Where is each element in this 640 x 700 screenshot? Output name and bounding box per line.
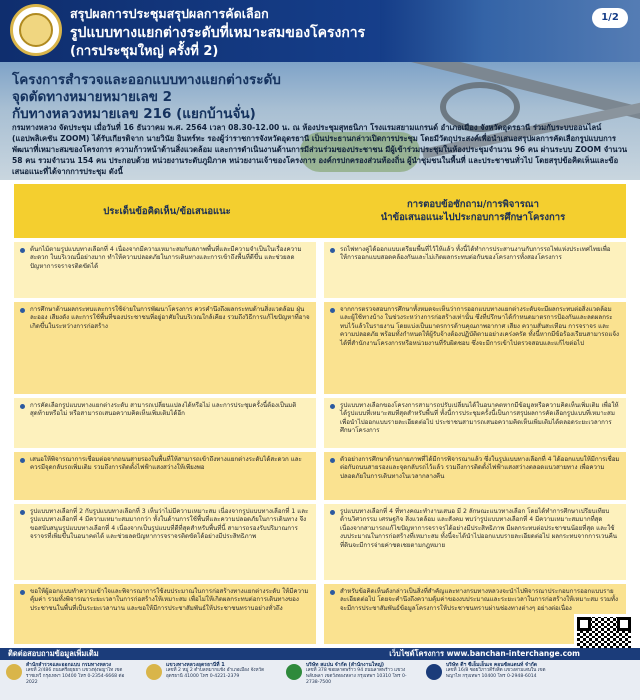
table-row: [14, 302, 626, 394]
comment-cell: [14, 504, 316, 580]
page-number-badge: 1/2: [592, 8, 628, 28]
span-logo-icon: [286, 664, 302, 680]
header-title-line1: สรุปผลการประชุมสรุปผลการคัดเลือก: [70, 6, 269, 21]
department-logo: [10, 4, 62, 56]
doh-logo-icon: [6, 664, 22, 680]
response-text: รูปแบบทางเลือกของโครงการสามารถปรับเปลี่ยนได้ในอนาคตหากมีข้อมูลหรือความคิดเห็นเพิ่มเติม เพื่อให้ได้รูปแบบที่เหมาะสมที่สุดสำหรับพื้นที่ ทั้งนี้การประชุมครั้งนี้เป็นการสรุปผลการคัดเลือกรูปแบบที่เหมาะสมเพื่อนำไปออกแบบรายละเอียดต่อไป ประชาชนสามารถเสนอความคิดเห็นเพิ่มเติมได้ตลอดระยะเวลาการศึกษาโครงการ: [340, 402, 619, 435]
contact-consultant: [426, 662, 556, 698]
bullet-icon: [330, 458, 335, 463]
bullet-icon: [330, 590, 335, 595]
project-website-link[interactable]: เว็บไซต์โครงการ www.banchan-interchange.com: [389, 649, 580, 658]
bullet-icon: [330, 404, 335, 409]
comment-cell: [14, 584, 316, 644]
comments-table: [14, 184, 626, 644]
qr-corner-icon: [577, 617, 591, 631]
table-row: [14, 504, 626, 580]
bullet-icon: [20, 510, 25, 515]
response-text: รถไฟทางคู่ได้ออกแบบเตรียมพื้นที่ไว้ให้แล้ว ทั้งนี้ได้ทำการประสานงานกับการรถไฟแห่งประเทศไทยเพื่อให้การออกแบบสอดคล้องกันและไม่เกิดผลกระทบต่อกันของโครงการทั้งสองโครงการ: [340, 246, 611, 262]
contact-info: เลขที่ 378 ซอยลาดพร้าว 94 ถนนลาดพร้าว แขวงพลับพลา เขตวังทองหลาง กรุงเทพฯ 10310 โทร 0-2738-7500: [306, 668, 407, 685]
consultant-logo-icon: [426, 664, 442, 680]
response-text: สำหรับข้อคิดเห็นดังกล่าวเป็นสิ่งที่สำคัญและทางกรมทางหลวงจะนำไปพิจารณาประกอบการออกแบบรายละเอียดต่อไป โดยจะคำนึงถึงความคุ้มค่าของงบประมาณและระยะเวลาในการก่อสร้างให้เหมาะสม รวมทั้งจะมีการประชาสัมพันธ์ข้อมูลโครงการให้ประชาชนทราบผ่านช่องทางต่างๆ อย่างต่อเนื่อง: [340, 588, 619, 612]
response-cell: [324, 302, 626, 394]
contact-info: เลขที่ 2/486 ถนนศรีอยุธยา แขวงทุ่งพญาไท เขตราชเทวี กรุงเทพฯ 10400 โทร 0-2354-6668 ต่อ 2022: [26, 668, 125, 685]
table-row: [14, 398, 626, 448]
contact-district: [146, 662, 276, 698]
intro-paragraph: กรมทางหลวง จัดประชุม เมื่อวันที่ 16 ธันวาคม พ.ศ. 2564 เวลา 08.30-12.00 น. ณ ห้องประชุมสุทธนิภา โรงแรมสยามแกรนด์ อำเภอเมือง จังหวัดอุดรธานี ร่วมกับระบบออนไลน์ (แอปพลิเคชัน ZOOM) ได้รับเกียรติจาก นายวินัย อินทร์ทะ รองผู้ว่าราชการจังหวัดอุดรธานี เป็นประธานกล่าวเปิดการประชุม โดยมีวัตถุประสงค์เพื่อนำเสนอสรุปผลการคัดเลือกรูปแบบการพัฒนาที่เหมาะสมของโครงการ ความก้าวหน้าด้านสิ่งแวดล้อม และการดำเนินงานด้านการมีส่วนร่วมของประชาชน มีผู้เข้าร่วมประชุมในห้องประชุมจำนวน 96 คน ผ่านระบบ ZOOM จำนวน 58 คน รวมจำนวน 154 คน ประกอบด้วย หน่วยงานระดับภูมิภาค หน่วยงานเจ้าของโครงการ องค์กรปกครองส่วนท้องถิ่น ผู้นำชุมชนในพื้นที่ และประชาชนทั่วไป โดยสรุปข้อคิดเห็นและข้อเสนอแนะที่ได้จากการประชุม ดังนี้: [12, 123, 628, 176]
contact-name: สำนักสำรวจและออกแบบ กรมทางหลวง: [26, 662, 112, 668]
response-text: จากการตรวจสอบการศึกษาทั้งหมดจะเห็นว่าการออกแบบทางแยกต่างระดับจะมีผลกระทบต่อสิ่งแวดล้อมและผู้ใช้ทางบ้าง ในช่วงระหว่างการก่อสร้างเท่านั้น ซึ่งที่ปรึกษาได้กำหนดมาตรการป้องกันและลดผลกระทบไว้แล้วในรายงาน โดยแบ่งเป็นมาตรการด้านคุณภาพอากาศ เสียง ความสั่นสะเทือน การจราจร และความปลอดภัย พร้อมทั้งกำหนดให้ผู้รับจ้างต้องปฏิบัติตามอย่างเคร่งครัด ทั้งนี้หากมีข้อร้องเรียนสามารถแจ้งได้ที่สำนักงานโครงการหรือหน่วยงานที่รับผิดชอบ ซึ่งจะมีการเข้าไปตรวจสอบและแก้ไขต่อไป: [340, 306, 619, 347]
footer-contacts: [0, 660, 640, 700]
qr-corner-icon: [617, 617, 631, 631]
contact-span: [286, 662, 416, 698]
bullet-icon: [20, 590, 25, 595]
comment-text: การศึกษาด้านผลกระทบและการใช้จ่ายในการพัฒนาโครงการ ควรคำนึงถึงผลกระทบด้านสิ่งแวดล้อม ฝุ่นละออง เสียงดัง และการใช้พื้นที่ของประชาชนที่อยู่อาศัยในบริเวณใกล้เคียง รวมถึงวิธีการแก้ไขปัญหาที่อาจเกิดขึ้นในระหว่างการก่อสร้าง: [30, 306, 310, 330]
table-header-responses-line2: นำข้อเสนอแนะไปประกอบการศึกษาโครงการ: [380, 212, 566, 223]
comment-cell: [14, 452, 316, 500]
response-cell: [324, 242, 626, 298]
response-cell: [324, 398, 626, 448]
response-text: รูปแบบทางเลือกที่ 4 ที่ทางคณะทำงานเสนอ มี 2 ลักษณะแนวทางเลือก โดยได้ทำการศึกษาเปรียบเทียบด้านวิศวกรรม เศรษฐกิจ สิ่งแวดล้อม และสังคม พบว่ารูปแบบทางเลือกที่ 4 มีความเหมาะสมมากที่สุด เนื่องจากสามารถแก้ไขปัญหาการจราจรได้อย่างมีประสิทธิภาพ มีผลกระทบต่อประชาชนน้อยที่สุด และใช้งบประมาณในการก่อสร้างที่เหมาะสม ทั้งนี้จะได้นำไปออกแบบรายละเอียดต่อไป ผลกระทบจากการเวนคืนที่ดินจะมีการจ่ายค่าชดเชยตามกฎหมาย: [340, 508, 617, 549]
bullet-icon: [20, 404, 25, 409]
project-title-line2: จุดตัดทางหมายหมายเลข 2: [12, 89, 173, 105]
header-banner: [0, 0, 640, 62]
comment-cell: [14, 302, 316, 394]
contact-info: เลขที่ 2 หมู่ 2 ตำบลหมากแข้ง อำเภอเมือง จังหวัดอุดรธานี 41000 โทร 0-4221-2379: [166, 668, 265, 679]
project-title-line1: โครงการสำรวจและออกแบบทางแยกต่างระดับ: [12, 72, 281, 88]
comment-cell: [14, 398, 316, 448]
comment-cell: [14, 242, 316, 298]
bullet-icon: [20, 308, 25, 313]
comment-text: การคัดเลือกรูปแบบทางแยกต่างระดับ สามารถเปลี่ยนแปลงได้หรือไม่ และการประชุมครั้งนี้ต้องเป็นมติสุดท้ายหรือไม่ หรือสามารถเสนอความคิดเห็นเพิ่มเติมได้อีก: [30, 402, 297, 418]
table-row: [14, 584, 626, 644]
contact-info: เลขที่ 16/8 ซอยวิภาวดีรังสิต แขวงสามเสนใน เขตพญาไท กรุงเทพฯ 10400 โทร 0-2948-6014: [446, 668, 546, 679]
bullet-icon: [20, 458, 25, 463]
contact-doh: [6, 662, 136, 698]
comment-text: รูปแบบทางเลือกที่ 2 กับรูปแบบทางเลือกที่ 3 เห็นว่าไม่มีความเหมาะสม เนื่องจากรูปแบบทางเลือกที่ 1 และรูปแบบทางเลือกที่ 4 มีความเหมาะสมมากกว่า ทั้งในด้านการใช้พื้นที่และความปลอดภัยในการเดินทาง จึงขอสนับสนุนรูปแบบทางเลือกที่ 4 เนื่องจากเป็นรูปแบบที่ดีที่สุดสำหรับพื้นที่นี้ สามารถรองรับปริมาณการจราจรที่เพิ่มขึ้นในอนาคตได้ และช่วยลดปัญหาการจราจรติดขัดได้อย่างมีประสิทธิภาพ: [30, 508, 309, 541]
response-cell: [324, 504, 626, 580]
contact-name: บริษัท สแปน จำกัด (สำนักงานใหญ่): [306, 662, 385, 668]
comment-text: ขอให้ผู้ออกแบบทำความเข้าใจและพิจารณาการใช้งบประมาณในการก่อสร้างทางแยกต่างระดับ ให้มีความคุ้มค่า รวมทั้งพิจารณาระยะเวลาในการก่อสร้างให้เหมาะสม เพื่อไม่ให้เกิดผลกระทบต่อการเดินทางของประชาชนในพื้นที่เป็นระยะเวลานาน และขอให้มีการประชาสัมพันธ์ให้ประชาชนทราบอย่างทั่วถึง: [30, 588, 309, 612]
bullet-icon: [20, 248, 25, 253]
table-header-responses-line1: การตอบข้อซักถาม/การพิจารณา: [407, 199, 539, 210]
comment-text: เสนอให้พิจารณาการเชื่อมต่อจากถนนสายรองในพื้นที่ให้สามารถเข้าถึงทางแยกต่างระดับได้สะดวก และควรมีจุดกลับรถเพิ่มเติม รวมถึงการติดตั้งไฟฟ้าแสงสว่างให้เพียงพอ: [30, 456, 302, 472]
header-title-line2: รูปแบบทางแยกต่างระดับที่เหมาะสมของโครงการ: [70, 25, 366, 41]
response-cell: [324, 452, 626, 500]
project-title-line3: กับทางหลวงหมายเลข 216 (แยกบ้านจั่น): [12, 106, 256, 122]
table-row: [14, 452, 626, 500]
bullet-icon: [330, 308, 335, 313]
contact-name: บริษัท ดีฯ ซีเอ็มเอ็นเจ คอนซัลแตนท์ จำกัด: [446, 662, 538, 668]
table-header-comments: ประเด็นข้อคิดเห็น/ข้อเสนอแนะ: [103, 205, 231, 217]
district-logo-icon: [146, 664, 162, 680]
comment-text: ต้นกไม้ตามรูปแบบทางเลือกที่ 4 เนื่องจากมีความเหมาะสมกับสภาพพื้นที่และมีความจำเป็นในเรื่องความสะดวก ในบริเวณนี้อย่างมาก ทำให้ความปลอดภัยในการเดินทางและการเข้าถึงพื้นที่ดีขึ้น และช่วยลดปัญหาการจราจรติดขัดได้: [30, 246, 302, 270]
bullet-icon: [330, 248, 335, 253]
footer-bar: [0, 648, 640, 660]
table-row: [14, 242, 626, 298]
bullet-icon: [330, 510, 335, 515]
table-header: [14, 184, 626, 238]
contact-name: แขวงทางหลวงอุดรธานีที่ 1: [166, 662, 225, 668]
table-header-responses: [320, 184, 626, 238]
response-text: ตัวอย่างการศึกษาด้านกายภาพที่ได้มีการพิจารณาแล้ว ซึ่งในรูปแบบทางเลือกที่ 4 ได้ออกแบบให้มีการเชื่อมต่อกับถนนสายรองและจุดกลับรถไว้แล้ว รวมถึงการติดตั้งไฟฟ้าแสงสว่างตลอดแนวสายทาง เพื่อความปลอดภัยในการเดินทางในเวลากลางคืน: [340, 456, 620, 480]
contact-label: ติดต่อสอบถามข้อมูลเพิ่มเติม: [8, 649, 99, 658]
header-title-line3: (การประชุมใหญ่ ครั้งที่ 2): [70, 44, 219, 59]
